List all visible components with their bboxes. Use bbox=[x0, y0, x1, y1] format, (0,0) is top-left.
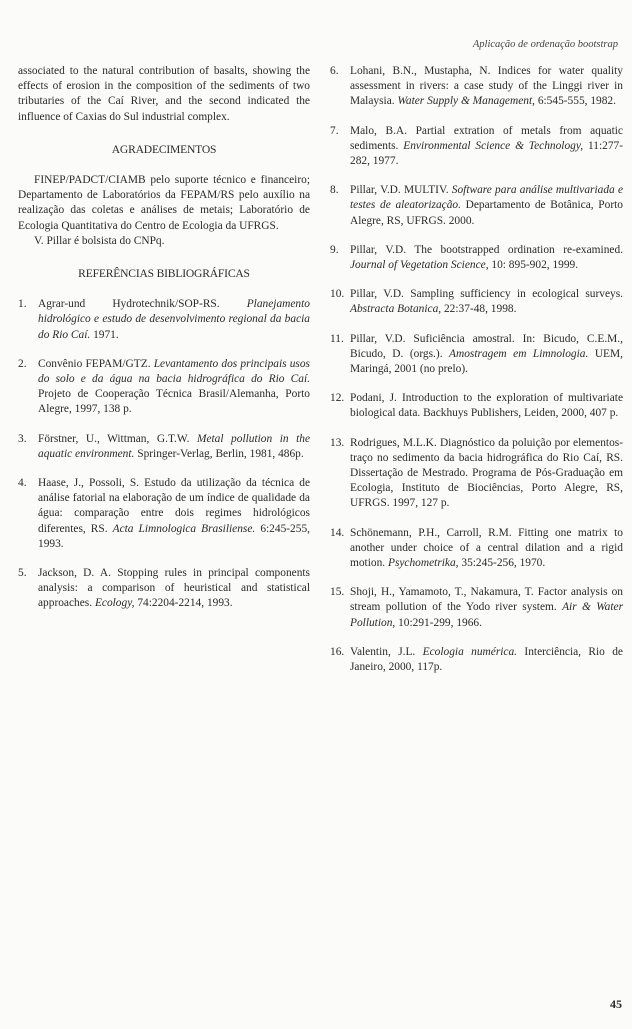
reference-text-italic: Ecologia numérica. bbox=[422, 645, 518, 658]
reference-text bbox=[350, 526, 623, 572]
reference-item bbox=[330, 391, 623, 421]
reference-text-tail: 11:277-282, 1977. bbox=[350, 139, 624, 168]
reference-number: 8. bbox=[330, 184, 339, 197]
reference-text-italic: Ecology, bbox=[94, 597, 135, 610]
reference-number: 14. bbox=[330, 526, 345, 539]
reference-text-plain: Pillar, V.D. MULTIV. bbox=[350, 184, 452, 197]
reference-text bbox=[38, 476, 310, 552]
reference-text bbox=[350, 645, 623, 675]
reference-text-tail: 10: 895-902, 1999. bbox=[488, 259, 579, 272]
reference-text-tail: 6:545-555, 1982. bbox=[534, 95, 616, 108]
reference-number: 10. bbox=[330, 288, 345, 301]
reference-text bbox=[350, 287, 623, 317]
reference-text-italic: Planejamento hidrológico e estudo de desenvolvimento regional da bacia do Rio Caí. bbox=[38, 298, 310, 341]
reference-number: 1. bbox=[18, 298, 27, 311]
reference-text-plain: Pillar, V.D. Sampling sufficiency in ecological surveys. bbox=[350, 288, 623, 301]
reference-text-tail: 1971. bbox=[90, 328, 119, 341]
reference-text-italic: Acta Limnologica Brasiliense. bbox=[112, 522, 256, 535]
references-heading: REFERÊNCIAS BIBLIOGRÁFICAS bbox=[78, 267, 250, 281]
reference-text bbox=[350, 436, 623, 512]
reference-item bbox=[330, 243, 623, 273]
reference-text-tail: Projeto de Cooperação Técnica Brasil/Alemanha, Porto Alegre, 1997, 138 p. bbox=[38, 388, 310, 416]
reference-item bbox=[18, 357, 310, 418]
reference-text-italic: Software para análise multivariada e testes de aleatorização. bbox=[350, 184, 623, 212]
reference-text-plain: Rodrigues, M.L.K. Diagnóstico da poluição por elementos-traço no sedimento da bacia hidrográfica do Rio Caí, RS. Dissertação de Mestrado. Programa de Pós-Graduação em Ecologia, Instituto de Biociências, Porto Alegre, RS, UFRGS. 1997, 127 p. bbox=[350, 436, 623, 510]
reference-text-plain: Podani, J. Introduction to the exploration of multivariate biological data. Backhuys Publishers, Leiden, 2000, 407 p. bbox=[350, 392, 623, 420]
reference-text-plain: Jackson, D. A. Stopping rules in principal components analysis: a comparison of heuristical and statistical approaches. bbox=[38, 567, 310, 610]
reference-text-tail: Interciência, Rio de Janeiro, 2000, 117p. bbox=[350, 645, 623, 674]
page-number: 45 bbox=[610, 996, 622, 1011]
reference-text-plain: Lohani, B.N., Mustapha, N. Indices for water quality assessment in rivers: a case study of the Linggi river in Malaysia. bbox=[350, 65, 623, 108]
reference-number: 4. bbox=[18, 477, 27, 490]
reference-item bbox=[18, 432, 310, 462]
reference-number: 13. bbox=[330, 436, 345, 449]
reference-text-tail: 74:2204-2214, 1993. bbox=[134, 597, 233, 610]
reference-text-italic: Journal of Vegetation Science, bbox=[350, 259, 489, 272]
reference-item bbox=[330, 436, 623, 512]
reference-text bbox=[350, 64, 623, 110]
reference-item bbox=[330, 585, 623, 631]
reference-text-tail: 35:245-256, 1970. bbox=[458, 557, 546, 570]
reference-number: 16. bbox=[330, 645, 345, 658]
reference-item bbox=[18, 566, 310, 612]
abstract-continuation: associated to the natural contribution of basalts, showing the effects of erosion in the composition of the sediments of two tributaries of the Caí River, and the second indicated the influence of Caxias do Sul industrial complex. bbox=[18, 65, 310, 123]
reference-item bbox=[18, 297, 310, 343]
reference-text-tail: Departamento de Botânica, Porto Alegre, RS, UFRGS. 2000. bbox=[350, 199, 623, 227]
acknowledgements-heading: AGRADECIMENTOS bbox=[111, 142, 217, 156]
reference-text-italic: Metal pollution in the aquatic environment. bbox=[38, 432, 310, 460]
reference-text-plain: Förstner, U., Wittman, G.T.W. bbox=[38, 432, 197, 445]
reference-text bbox=[350, 124, 623, 170]
reference-item bbox=[18, 476, 310, 552]
reference-text bbox=[350, 391, 623, 421]
reference-text-plain: Pillar, V.D. Suficiência amostral. In: Bicudo, C.E.M., Bicudo, D. (orgs.). bbox=[350, 332, 623, 360]
reference-item bbox=[330, 332, 623, 378]
reference-text-tail: 10:291-299, 1966. bbox=[395, 616, 482, 629]
acknowledgements-note: V. Pillar é bolsista do CNPq. bbox=[34, 234, 165, 247]
reference-text-italic: Environmental Science & Technology, bbox=[403, 139, 584, 152]
reference-text bbox=[38, 566, 310, 612]
reference-text-italic: Levantamento dos principais usos do solo e da água na bacia hidrográfica do Rio Caí. bbox=[38, 357, 310, 386]
reference-text bbox=[38, 357, 310, 418]
reference-item bbox=[330, 287, 623, 317]
reference-number: 6. bbox=[330, 65, 339, 77]
reference-text bbox=[350, 243, 623, 273]
reference-list-left bbox=[18, 297, 310, 611]
reference-text bbox=[38, 297, 310, 343]
reference-number: 7. bbox=[330, 124, 339, 137]
reference-text-tail: Springer-Verlag, Berlin, 1981, 486p. bbox=[134, 447, 304, 460]
reference-text-plain: Valentin, J.L. bbox=[350, 645, 423, 658]
left-column bbox=[18, 64, 310, 626]
reference-text-plain: Haase, J., Possoli, S. Estudo da utilização da técnica de análise fatorial na elaboração de um índice de qualidade da água: comparação entre dois regimes hidrológicos diferentes, RS. bbox=[38, 477, 310, 535]
reference-list-right bbox=[330, 64, 623, 675]
reference-number: 5. bbox=[18, 567, 27, 580]
reference-text bbox=[350, 585, 623, 631]
reference-number: 2. bbox=[18, 357, 27, 370]
reference-number: 12. bbox=[330, 392, 345, 405]
reference-text-tail: 6:245-255, 1993. bbox=[38, 522, 310, 550]
reference-text bbox=[350, 332, 623, 378]
reference-item bbox=[330, 645, 623, 675]
reference-text bbox=[350, 183, 623, 229]
reference-text bbox=[38, 432, 310, 462]
acknowledgements-paragraph: FINEP/PADCT/CIAMB pelo suporte técnico e financeiro; Departamento de Laboratórios da FEPAM/RS pelo auxílio na realização das coletas e análises de metais; Laboratório de Ecologia Quantitativa do Centro de Ecologia da UFRGS. bbox=[18, 174, 310, 232]
reference-number: 3. bbox=[18, 432, 27, 445]
reference-number: 9. bbox=[330, 243, 339, 256]
reference-text-italic: Water Supply & Management, bbox=[397, 95, 535, 108]
reference-text-plain: Schönemann, P.H., Carroll, R.M. Fitting one matrix to another under choice of a central dilation and a rigid motion. bbox=[350, 526, 623, 570]
reference-text-italic: Air & Water Pollution, bbox=[350, 601, 623, 629]
reference-item bbox=[330, 64, 623, 110]
reference-text-plain: Pillar, V.D. The bootstrapped ordination re-examined. bbox=[350, 243, 623, 256]
reference-text-plain: Shoji, H., Yamamoto, T., Nakamura, T. Factor analysis on stream pollution of the Yodo river system. bbox=[350, 586, 623, 614]
reference-item bbox=[330, 526, 623, 572]
reference-text-tail: UEM, Maringá, 2001 (no prelo). bbox=[350, 347, 623, 376]
reference-text-plain: Malo, B.A. Partial extration of metals from aquatic sediments. bbox=[350, 124, 623, 152]
reference-item bbox=[330, 124, 623, 170]
reference-number: 11. bbox=[330, 332, 344, 345]
reference-text-italic: Abstracta Botanica, bbox=[350, 303, 442, 316]
reference-text-plain: Convênio FEPAM/GTZ. bbox=[38, 357, 154, 370]
reference-text-italic: Amostragem em Limnologia. bbox=[449, 347, 589, 360]
running-head: Aplicação de ordenação bootstrap bbox=[472, 39, 618, 50]
reference-item bbox=[330, 183, 623, 229]
reference-text-tail: 22:37-48, 1998. bbox=[441, 303, 517, 316]
reference-text-plain: Agrar-und Hydrotechnik/SOP-RS. bbox=[38, 298, 247, 311]
right-column bbox=[330, 64, 623, 689]
reference-number: 15. bbox=[330, 586, 345, 599]
reference-text-italic: Psychometrika, bbox=[387, 557, 459, 570]
